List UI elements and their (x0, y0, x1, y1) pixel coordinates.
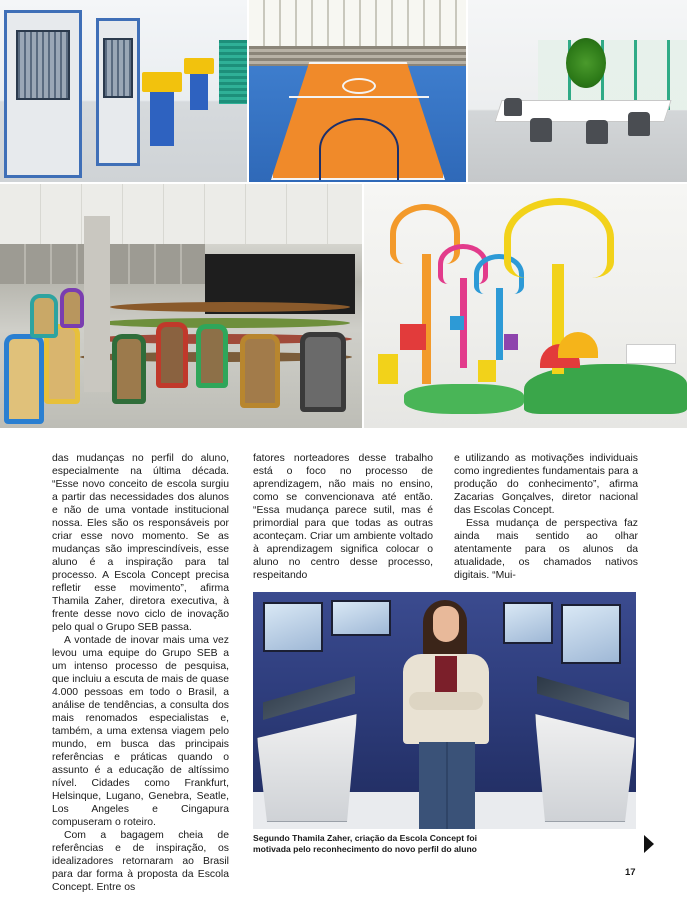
white-cabinet (626, 344, 676, 364)
court-key-arc (319, 118, 399, 180)
touch-screen-right (537, 676, 629, 720)
green-shutter-door (219, 40, 247, 104)
yellow-machine-2 (184, 58, 214, 74)
black-chair (300, 332, 346, 412)
wall-screen (561, 604, 621, 664)
tool-panel-right (103, 38, 133, 98)
paragraph: Essa mudança de perspectiva faz ainda mais sentido ao olhar atentamente para os alunos da atualidade, os chamados nativos digitais. “Mui- (454, 518, 638, 581)
wall-screen (331, 600, 391, 636)
photo-playroom (364, 184, 687, 428)
purple-block (504, 334, 518, 350)
page-number: 17 (625, 867, 636, 878)
touch-table-right (535, 702, 635, 822)
green-chair (112, 334, 146, 404)
paragraph: A vontade de inovar mais uma vez levou uma equipe do Grupo SEB a um intenso processo de pesquisa, que incluiu a escuta de mais de quase 4.000 pessoas em todo o Brasil, a análise de tendências, a consulta dos mais renomados especialistas e, também, a uma extensa viagem pelo mundo, em busca das principais referências e práticas quando o assunto é a educação de altíssimo nível. Cidades como Frankfurt, Helsinque, Lugano, Genebra, Seatle, Los Angeles e Cingapura compuseram o roteiro. (52, 635, 229, 828)
person-face (433, 606, 459, 642)
photo-sports-court (249, 0, 466, 182)
yellow-machine (142, 72, 182, 92)
red-block (400, 324, 426, 350)
court-roof (249, 0, 466, 46)
potted-tree (566, 38, 606, 88)
office-chair (628, 112, 650, 136)
caption-line: motivada pelo reconhecimento do novo perfil do aluno (253, 844, 477, 854)
red-chair (156, 322, 188, 388)
photo-workshop (0, 0, 247, 182)
court-midline (289, 96, 429, 98)
paragraph: e utilizando as motivações individuais como ingredientes fundamentais para a produção do conhecimento”, afirma Zacarias Gonçalves, diretor nacional das Escolas Concept. (454, 453, 638, 516)
machine-stand (150, 86, 174, 146)
text-column-1 (52, 452, 229, 894)
auditorium-ceiling (0, 184, 362, 244)
person-crossed-arms (409, 692, 483, 710)
touch-screen-left (263, 676, 355, 720)
photo-caption (253, 833, 636, 855)
green-chair (196, 324, 228, 388)
paragraph: fatores norteadores desse trabalho está o foco no processo de aprendizagem, não mais no ensino, como se convencionava até então. “Essa mudança parece sutil, mas é primordial para que todas as outras aconteçam. Criar um ambiente voltado à aprendizagem significa colocar o aluno no centro desse processo, respeitando (253, 453, 433, 581)
blue-tree-trunk (496, 288, 503, 360)
paragraph: Com a bagagem cheia de referências e de inspiração, os idealizadores retornaram ao Brasil para dar forma à proposta da Escola Concept. Entre os (52, 830, 229, 893)
purple-chair (60, 288, 84, 328)
continue-arrow-icon (644, 835, 654, 853)
blue-block (450, 316, 464, 330)
photo-auditorium (0, 184, 362, 428)
teal-chair (30, 294, 58, 338)
office-chair (530, 118, 552, 142)
tool-panel-left (16, 30, 70, 100)
wall-screen (503, 602, 553, 644)
text-column-2 (253, 452, 433, 582)
yellow-block (478, 360, 496, 382)
green-floor-mat (404, 384, 524, 414)
chair-row (110, 302, 350, 312)
touch-table-left (257, 702, 357, 822)
orange-arch-block (558, 332, 598, 358)
orange-tree-trunk (422, 254, 431, 384)
person-jeans (419, 742, 475, 829)
machine-stand-2 (190, 70, 208, 110)
green-floor-hill (524, 364, 687, 414)
wall-screen (263, 602, 323, 652)
office-chair (586, 120, 608, 144)
text-column-3 (454, 452, 638, 582)
wood-chair (240, 334, 280, 408)
blue-chair (4, 334, 44, 424)
office-chair (504, 98, 522, 116)
court-center-circle (342, 78, 376, 94)
caption-line: Segundo Thamila Zaher, criação da Escola Concept foi (253, 833, 477, 843)
paragraph: das mudanças no perfil do aluno, especialmente na última década. “Esse novo conceito de escola surgiu a partir das necessidades dos alunos e não de uma vontade institucional nossa. Eles são os responsáveis por criar esse novo momento. Se as mudanças são imprescindíveis, esse aluno é a inspiração para tal processo. A Escola Concept precisa refletir esse movimento”, afirma Thamila Zaher, diretora executiva, à frente desse novo ciclo de inovação pelo qual o Grupo SEB passa. (52, 453, 229, 633)
photo-office (468, 0, 687, 182)
auditorium-pillar (84, 216, 110, 392)
photo-thamila-zaher (253, 592, 636, 829)
yellow-block (378, 354, 398, 384)
